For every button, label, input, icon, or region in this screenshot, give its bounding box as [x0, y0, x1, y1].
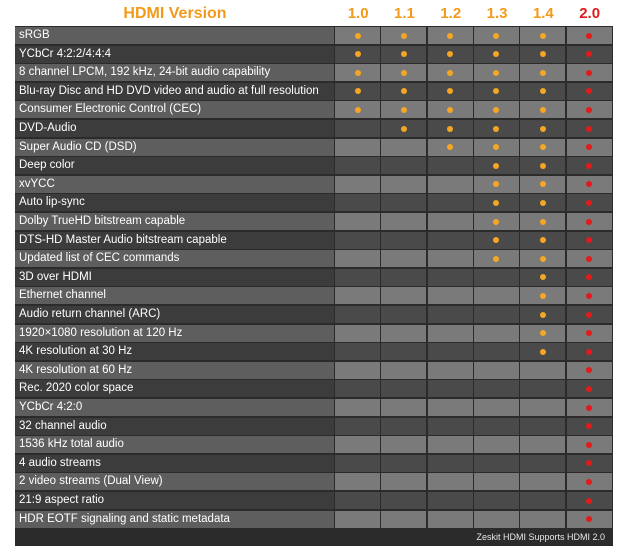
support-cell [381, 250, 426, 267]
support-cell [474, 157, 519, 174]
support-cell [520, 46, 565, 63]
support-cell [381, 436, 426, 453]
support-cell [381, 492, 426, 509]
supported-dot-orange [540, 312, 546, 318]
support-cell [520, 83, 565, 100]
support-cell [567, 343, 612, 360]
support-cell [428, 473, 473, 490]
support-cell [335, 455, 380, 472]
support-cell [335, 194, 380, 211]
feature-label: 1920×1080 resolution at 120 Hz [15, 325, 334, 342]
support-cell [428, 83, 473, 100]
support-cell [335, 120, 380, 137]
support-cell [381, 325, 426, 342]
support-cell [474, 362, 519, 379]
support-cell [335, 269, 380, 286]
support-cell [474, 83, 519, 100]
support-cell [335, 362, 380, 379]
support-cell [335, 325, 380, 342]
support-cell [335, 27, 380, 44]
support-cell [474, 139, 519, 156]
support-cell [474, 176, 519, 193]
supported-dot-red [586, 293, 592, 299]
support-cell [474, 27, 519, 44]
version-header-1-1: 1.1 [394, 5, 415, 22]
feature-label: 32 channel audio [15, 418, 334, 435]
support-cell [567, 176, 612, 193]
support-cell [428, 287, 473, 304]
supported-dot-red [586, 107, 592, 113]
support-cell [567, 120, 612, 137]
support-cell [335, 213, 380, 230]
supported-dot-orange [493, 144, 499, 150]
support-cell [335, 436, 380, 453]
support-cell [428, 46, 473, 63]
supported-dot-red [586, 200, 592, 206]
support-cell [520, 380, 565, 397]
support-cell [474, 213, 519, 230]
support-cell [428, 27, 473, 44]
supported-dot-orange [447, 126, 453, 132]
support-cell [381, 83, 426, 100]
support-cell [520, 455, 565, 472]
supported-dot-red [586, 163, 592, 169]
support-cell [335, 306, 380, 323]
support-cell [567, 287, 612, 304]
support-cell [474, 120, 519, 137]
support-cell [428, 399, 473, 416]
feature-label: Auto lip-sync [15, 194, 334, 211]
support-cell [381, 232, 426, 249]
footer-caption: Zeskit HDMI Supports HDMI 2.0 [476, 532, 605, 542]
support-cell [474, 511, 519, 528]
support-cell [381, 213, 426, 230]
support-cell [335, 492, 380, 509]
supported-dot-orange [355, 70, 361, 76]
support-cell [381, 139, 426, 156]
supported-dot-red [586, 460, 592, 466]
support-cell [520, 362, 565, 379]
feature-label: 4 audio streams [15, 455, 334, 472]
feature-label: HDR EOTF signaling and static metadata [15, 511, 334, 528]
support-cell [335, 287, 380, 304]
support-cell [567, 269, 612, 286]
feature-label: DTS-HD Master Audio bitstream capable [15, 232, 334, 249]
support-cell [335, 380, 380, 397]
support-cell [381, 399, 426, 416]
support-cell [567, 194, 612, 211]
feature-label: Deep color [15, 157, 334, 174]
supported-dot-orange [540, 237, 546, 243]
support-cell [520, 213, 565, 230]
support-cell [474, 492, 519, 509]
support-cell [381, 455, 426, 472]
support-cell [567, 399, 612, 416]
support-cell [428, 269, 473, 286]
support-cell [520, 343, 565, 360]
footer [15, 528, 613, 546]
support-cell [520, 250, 565, 267]
supported-dot-orange [540, 200, 546, 206]
supported-dot-orange [493, 237, 499, 243]
support-cell [567, 213, 612, 230]
support-cell [381, 46, 426, 63]
feature-label: Dolby TrueHD bitstream capable [15, 213, 334, 230]
support-cell [381, 306, 426, 323]
support-cell [335, 399, 380, 416]
supported-dot-orange [540, 256, 546, 262]
supported-dot-orange [540, 144, 546, 150]
supported-dot-orange [493, 88, 499, 94]
support-cell [381, 157, 426, 174]
feature-label: Super Audio CD (DSD) [15, 139, 334, 156]
support-cell [567, 436, 612, 453]
supported-dot-red [586, 126, 592, 132]
support-cell [335, 139, 380, 156]
support-cell [474, 194, 519, 211]
supported-dot-red [586, 423, 592, 429]
support-cell [474, 287, 519, 304]
support-cell [474, 325, 519, 342]
support-cell [474, 306, 519, 323]
support-cell [335, 250, 380, 267]
support-cell [520, 418, 565, 435]
support-cell [520, 157, 565, 174]
support-cell [474, 343, 519, 360]
support-cell [567, 27, 612, 44]
feature-label: 8 channel LPCM, 192 kHz, 24-bit audio capability [15, 64, 334, 81]
support-cell [428, 250, 473, 267]
supported-dot-orange [540, 107, 546, 113]
supported-dot-orange [493, 51, 499, 57]
supported-dot-orange [401, 88, 407, 94]
supported-dot-orange [540, 70, 546, 76]
support-cell [520, 325, 565, 342]
support-cell [567, 232, 612, 249]
supported-dot-orange [540, 51, 546, 57]
support-cell [520, 139, 565, 156]
supported-dot-red [586, 274, 592, 280]
supported-dot-orange [447, 144, 453, 150]
support-cell [567, 250, 612, 267]
support-cell [567, 418, 612, 435]
support-cell [567, 83, 612, 100]
support-cell [520, 269, 565, 286]
supported-dot-red [586, 219, 592, 225]
supported-dot-orange [447, 107, 453, 113]
support-cell [567, 455, 612, 472]
support-cell [428, 157, 473, 174]
supported-dot-orange [493, 33, 499, 39]
support-cell [381, 269, 426, 286]
support-cell [335, 511, 380, 528]
support-cell [335, 101, 380, 118]
supported-dot-red [586, 51, 592, 57]
feature-label: Rec. 2020 color space [15, 380, 334, 397]
version-header-2-0: 2.0 [579, 5, 601, 22]
supported-dot-orange [540, 349, 546, 355]
support-cell [474, 64, 519, 81]
support-cell [381, 27, 426, 44]
support-cell [520, 194, 565, 211]
supported-dot-orange [493, 256, 499, 262]
support-cell [474, 46, 519, 63]
support-cell [567, 380, 612, 397]
supported-dot-orange [401, 33, 407, 39]
support-cell [567, 46, 612, 63]
support-cell [520, 64, 565, 81]
supported-dot-orange [493, 181, 499, 187]
support-cell [520, 511, 565, 528]
support-cell [381, 194, 426, 211]
supported-dot-red [586, 498, 592, 504]
supported-dot-orange [493, 163, 499, 169]
support-cell [520, 287, 565, 304]
support-cell [520, 473, 565, 490]
support-cell [428, 232, 473, 249]
support-cell [381, 418, 426, 435]
support-cell [381, 380, 426, 397]
supported-dot-red [586, 237, 592, 243]
feature-label: sRGB [15, 27, 334, 44]
support-cell [474, 473, 519, 490]
feature-label: 21:9 aspect ratio [15, 492, 334, 509]
support-cell [428, 511, 473, 528]
support-cell [381, 287, 426, 304]
support-cell [335, 46, 380, 63]
supported-dot-orange [540, 274, 546, 280]
supported-dot-orange [401, 107, 407, 113]
support-cell [428, 418, 473, 435]
support-cell [335, 418, 380, 435]
supported-dot-orange [493, 107, 499, 113]
support-cell [474, 232, 519, 249]
support-cell [474, 436, 519, 453]
support-cell [474, 455, 519, 472]
support-cell [567, 511, 612, 528]
support-cell [567, 306, 612, 323]
supported-dot-red [586, 405, 592, 411]
version-header-1-3: 1.3 [486, 5, 508, 22]
supported-dot-red [586, 88, 592, 94]
support-cell [428, 139, 473, 156]
support-cell [428, 213, 473, 230]
feature-label: 4K resolution at 30 Hz [15, 343, 334, 360]
supported-dot-orange [493, 200, 499, 206]
support-cell [474, 269, 519, 286]
support-cell [567, 157, 612, 174]
feature-label: Ethernet channel [15, 287, 334, 304]
support-cell [381, 343, 426, 360]
supported-dot-red [586, 516, 592, 522]
feature-label: Audio return channel (ARC) [15, 306, 334, 323]
supported-dot-orange [447, 51, 453, 57]
supported-dot-red [586, 442, 592, 448]
support-cell [381, 362, 426, 379]
support-cell [428, 380, 473, 397]
support-cell [428, 436, 473, 453]
support-cell [474, 399, 519, 416]
supported-dot-red [586, 479, 592, 485]
support-cell [567, 492, 612, 509]
support-cell [381, 120, 426, 137]
feature-label: 2 video streams (Dual View) [15, 473, 334, 490]
supported-dot-red [586, 181, 592, 187]
support-cell [381, 101, 426, 118]
support-cell [381, 511, 426, 528]
supported-dot-orange [401, 126, 407, 132]
supported-dot-orange [540, 33, 546, 39]
support-cell [520, 232, 565, 249]
supported-dot-orange [540, 88, 546, 94]
support-cell [381, 176, 426, 193]
supported-dot-orange [355, 107, 361, 113]
support-cell [428, 492, 473, 509]
support-cell [335, 83, 380, 100]
support-cell [520, 101, 565, 118]
support-cell [428, 362, 473, 379]
support-cell [567, 325, 612, 342]
feature-label: Updated list of CEC commands [15, 250, 334, 267]
feature-label: 3D over HDMI [15, 269, 334, 286]
support-cell [428, 120, 473, 137]
feature-label: xvYCC [15, 176, 334, 193]
support-cell [520, 120, 565, 137]
feature-label: DVD-Audio [15, 120, 334, 137]
supported-dot-orange [401, 70, 407, 76]
feature-label: 4K resolution at 60 Hz [15, 362, 334, 379]
table-title: HDMI Version [123, 5, 227, 22]
support-cell [428, 343, 473, 360]
supported-dot-orange [493, 70, 499, 76]
support-cell [335, 343, 380, 360]
supported-dot-red [586, 312, 592, 318]
supported-dot-orange [540, 163, 546, 169]
supported-dot-red [586, 256, 592, 262]
supported-dot-orange [355, 88, 361, 94]
support-cell [567, 473, 612, 490]
support-cell [428, 64, 473, 81]
supported-dot-red [586, 33, 592, 39]
supported-dot-orange [493, 219, 499, 225]
supported-dot-red [586, 144, 592, 150]
support-cell [381, 473, 426, 490]
supported-dot-red [586, 349, 592, 355]
feature-label: YCbCr 4:2:0 [15, 399, 334, 416]
support-cell [335, 157, 380, 174]
supported-dot-orange [447, 88, 453, 94]
supported-dot-orange [355, 51, 361, 57]
supported-dot-red [586, 386, 592, 392]
support-cell [520, 306, 565, 323]
support-cell [428, 176, 473, 193]
support-cell [335, 176, 380, 193]
feature-label: Consumer Electronic Control (CEC) [15, 101, 334, 118]
supported-dot-orange [493, 126, 499, 132]
support-cell [381, 64, 426, 81]
support-cell [567, 362, 612, 379]
supported-dot-orange [540, 181, 546, 187]
support-cell [567, 139, 612, 156]
feature-label: 1536 kHz total audio [15, 436, 334, 453]
supported-dot-red [586, 70, 592, 76]
support-cell [520, 492, 565, 509]
support-cell [520, 176, 565, 193]
supported-dot-orange [447, 33, 453, 39]
support-cell [474, 380, 519, 397]
version-header-1-4: 1.4 [532, 5, 554, 22]
support-cell [520, 27, 565, 44]
supported-dot-orange [447, 70, 453, 76]
supported-dot-orange [540, 293, 546, 299]
version-header-1-2: 1.2 [440, 5, 462, 22]
supported-dot-red [586, 367, 592, 373]
supported-dot-red [586, 330, 592, 336]
support-cell [520, 399, 565, 416]
support-cell [335, 473, 380, 490]
supported-dot-orange [540, 219, 546, 225]
supported-dot-orange [401, 51, 407, 57]
support-cell [567, 64, 612, 81]
supported-dot-orange [540, 126, 546, 132]
support-cell [474, 250, 519, 267]
support-cell [520, 436, 565, 453]
support-cell [335, 64, 380, 81]
support-cell [428, 455, 473, 472]
support-cell [428, 325, 473, 342]
support-cell [428, 101, 473, 118]
feature-label: Blu-ray Disc and HD DVD video and audio at full resolution [15, 83, 334, 100]
supported-dot-orange [540, 330, 546, 336]
supported-dot-orange [355, 33, 361, 39]
support-cell [474, 418, 519, 435]
feature-label: YCbCr 4:2:2/4:4:4 [15, 46, 334, 63]
support-cell [335, 232, 380, 249]
support-cell [474, 101, 519, 118]
support-cell [567, 101, 612, 118]
support-cell [428, 194, 473, 211]
support-cell [428, 306, 473, 323]
version-header-1-0: 1.0 [347, 5, 369, 22]
